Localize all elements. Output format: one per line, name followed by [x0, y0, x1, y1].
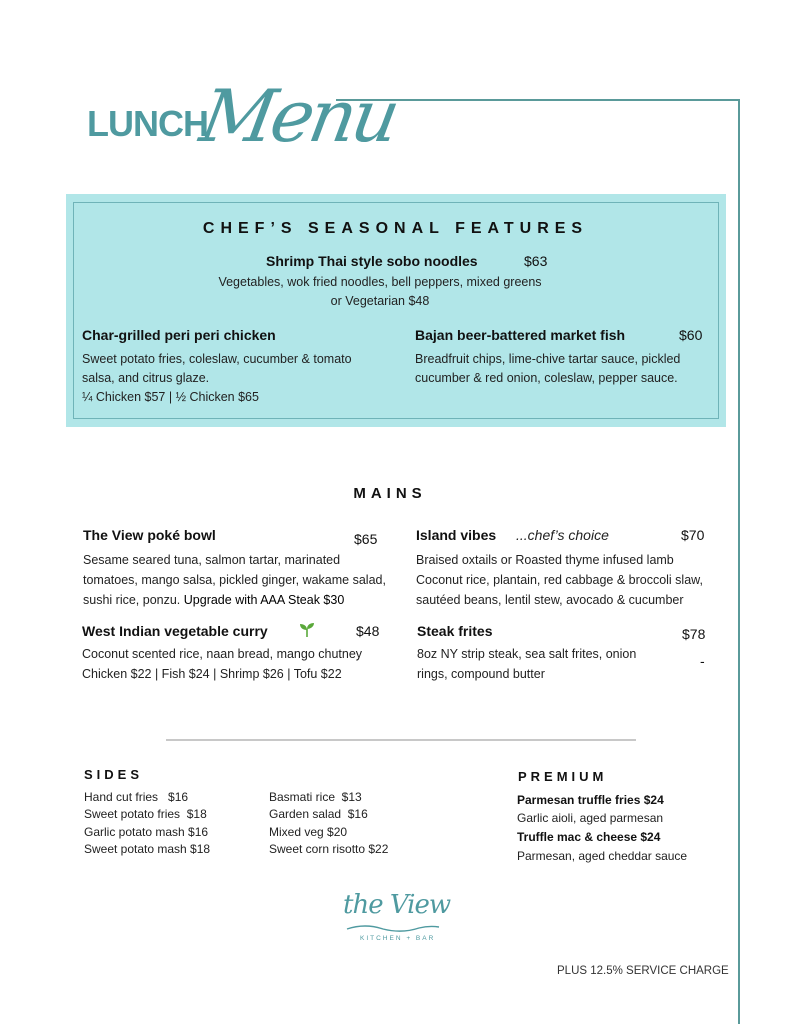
sides-col2-item: Mixed veg $20	[269, 825, 348, 839]
fish-title: Bajan beer-battered market fish	[415, 327, 626, 343]
title-lunch: LUNCH	[87, 103, 208, 144]
steak-title: Steak frites	[417, 623, 493, 639]
service-charge-note: PLUS 12.5% SERVICE CHARGE	[557, 965, 729, 977]
chicken-desc-2: salsa, and citrus glaze.	[82, 371, 210, 385]
fish-desc-1: Breadfruit chips, lime-chive tartar sauce, pickled	[415, 352, 681, 366]
poke-desc-3-text: sushi rice, ponzu.	[83, 593, 181, 607]
shrimp-desc-1: Vegetables, wok fried noodles, bell peppers, mixed greens	[218, 275, 542, 289]
poke-price: $65	[354, 531, 378, 547]
mains-heading: MAINS	[353, 485, 427, 502]
island-price: $70	[681, 527, 705, 543]
steak-desc-2: rings, compound butter	[417, 667, 545, 681]
shrimp-title: Shrimp Thai style sobo noodles	[266, 253, 478, 269]
chicken-title: Char-grilled peri peri chicken	[82, 327, 276, 343]
island-subtitle: ...chef’s choice	[516, 527, 609, 543]
sides-col2-item: Sweet corn risotto $22	[269, 842, 389, 856]
curry-desc-1: Coconut scented rice, naan bread, mango chutney	[82, 647, 363, 661]
premium-item-2: Truffle mac & cheese $24	[517, 830, 661, 844]
wave-icon	[345, 924, 441, 932]
sides-col2-item: Garden salad $16	[269, 807, 368, 821]
chicken-desc-3: ¼ Chicken $57 | ½ Chicken $65	[82, 390, 259, 404]
chicken-desc-1: Sweet potato fries, coleslaw, cucumber & tomato	[82, 352, 352, 366]
island-desc-2: Coconut rice, plantain, red cabbage & broccoli slaw,	[416, 573, 703, 587]
sides-heading: SIDES	[84, 767, 144, 782]
features-heading: CHEF’S SEASONAL FEATURES	[202, 220, 589, 237]
brand-tagline: KITCHEN + BAR	[360, 935, 436, 942]
steak-dash: -	[700, 653, 705, 669]
sides-col1-item: Garlic potato mash $16	[84, 825, 209, 839]
sides-col1-item: Sweet potato fries $18	[84, 807, 207, 821]
premium-item-1: Parmesan truffle fries $24	[517, 793, 664, 807]
premium-desc-2: Parmesan, aged cheddar sauce	[517, 849, 688, 863]
poke-title: The View poké bowl	[83, 527, 216, 543]
island-desc-3: sautéed beans, lentil stew, avocado & cucumber	[416, 593, 684, 607]
fish-price: $60	[679, 327, 703, 343]
brand-logo: the View	[343, 890, 451, 920]
curry-desc-2: Chicken $22 | Fish $24 | Shrimp $26 | Tofu $22	[82, 667, 342, 681]
premium-heading: PREMIUM	[518, 769, 608, 784]
steak-desc-1: 8oz NY strip steak, sea salt frites, onion	[417, 647, 637, 661]
poke-upgrade: Upgrade with AAA Steak $30	[183, 593, 345, 607]
sides-col1-item: Sweet potato mash $18	[84, 842, 211, 856]
steak-price: $78	[682, 626, 706, 642]
sides-col2-item: Basmati rice $13	[269, 790, 362, 804]
sides-col1-item: Hand cut fries $16	[84, 790, 189, 804]
poke-desc-1: Sesame seared tuna, salmon tartar, marinated	[83, 553, 341, 567]
sprout-icon	[298, 622, 316, 638]
shrimp-desc-2: or Vegetarian $48	[330, 294, 430, 308]
fish-desc-2: cucumber & red onion, coleslaw, pepper sauce.	[415, 371, 678, 385]
poke-desc-2: tomatoes, mango salsa, pickled ginger, wakame salad,	[83, 573, 386, 587]
premium-desc-1: Garlic aioli, aged parmesan	[517, 811, 664, 825]
shrimp-price: $63	[524, 253, 548, 269]
curry-title: West Indian vegetable curry	[82, 623, 268, 639]
curry-price: $48	[356, 623, 380, 639]
island-desc-1: Braised oxtails or Roasted thyme infused lamb	[416, 553, 674, 567]
island-title: Island vibes	[416, 527, 497, 543]
title-menu: Menu	[194, 74, 403, 158]
section-divider	[166, 739, 636, 741]
poke-desc-3	[83, 591, 344, 611]
